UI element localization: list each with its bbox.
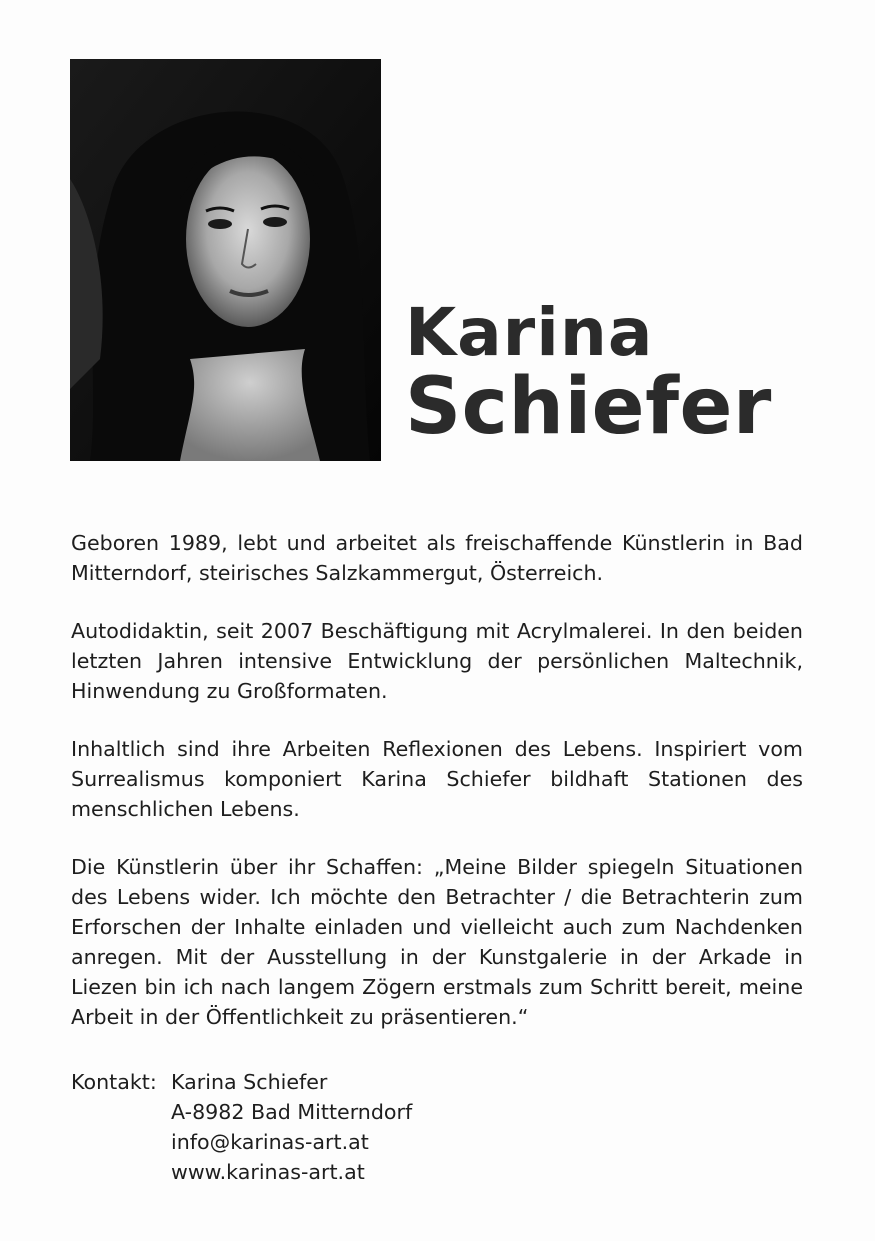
contact-website[interactable]: www.karinas-art.at (171, 1160, 365, 1184)
first-name: Karina (405, 294, 654, 371)
artist-name (405, 294, 865, 452)
contact-name: Karina Schiefer (171, 1070, 328, 1094)
bio-paragraph-training: Autodidaktin, seit 2007 Beschäftigung mit Acrylmalerei. In den beiden letzten Jahren intensive Entwicklung der persönlichen Maltechnik, Hinwendung zu Großformaten. (71, 619, 803, 703)
portrait-image (70, 59, 381, 461)
portrait-photo (70, 59, 381, 461)
contact-label: Kontakt: (71, 1070, 157, 1094)
contact-email[interactable]: info@karinas-art.at (171, 1130, 369, 1154)
bio-paragraph-content: Inhaltlich sind ihre Arbeiten Reflexionen des Lebens. Inspiriert vom Surrealismus komponiert Karina Schiefer bildhaft Stationen des menschlichen Lebens. (71, 737, 803, 821)
last-name: Schiefer (405, 362, 772, 452)
biography (71, 528, 803, 1060)
bio-paragraph-quote: Die Künstlerin über ihr Schaffen: „Meine Bilder spiegeln Situationen des Lebens wider. Ich möchte den Betrachter / die Betrachterin zum Erforschen der Inhalte einladen und vielleicht auch zum Nachdenken anregen. Mit der Ausstellung in der Kunstgalerie in der Arkade in Liezen bin ich nach langem Zögern erstmals zum Schritt bereit, meine Arbeit in der Öffentlichkeit zu präsentieren.“ (71, 855, 803, 1029)
contact-block (71, 1067, 412, 1187)
bio-paragraph-birth: Geboren 1989, lebt und arbeitet als freischaffende Künstlerin in Bad Mitterndorf, steirisches Salzkammergut, Österreich. (71, 531, 803, 585)
contact-address: A-8982 Bad Mitterndorf (171, 1100, 413, 1124)
